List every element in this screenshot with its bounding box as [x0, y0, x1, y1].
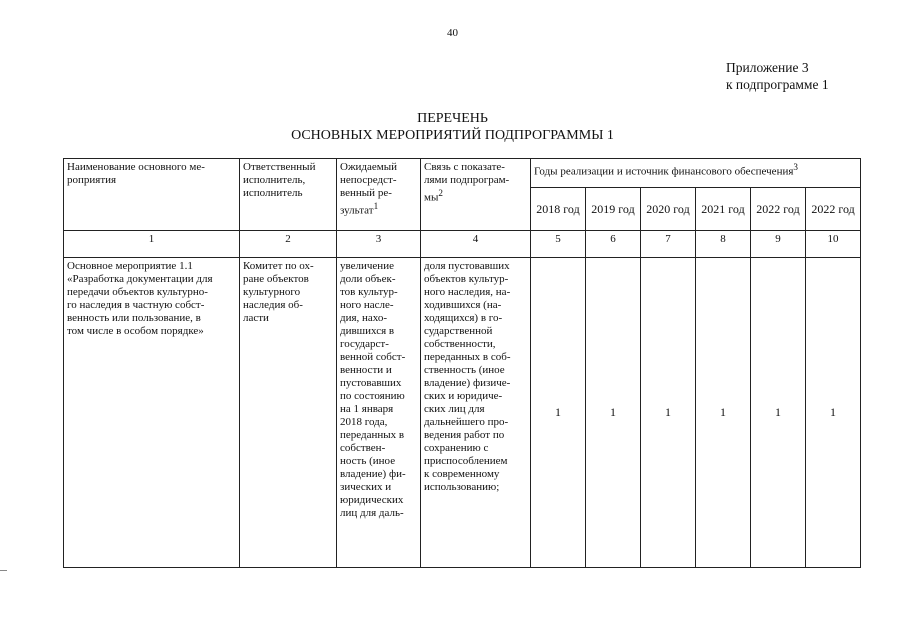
- header-year: 2018 год: [531, 188, 586, 231]
- cell-line: переданных в: [340, 429, 405, 441]
- cell-line: венной собст-: [340, 351, 406, 363]
- table-row: [64, 258, 861, 568]
- cell-line: «Разработка документации для: [67, 273, 213, 285]
- cell-line: владение) физиче-: [424, 377, 511, 389]
- cell-line: объектов культур-: [424, 273, 509, 285]
- header-name: [64, 159, 240, 231]
- column-number: 1: [64, 231, 240, 258]
- cell-value: 1: [751, 258, 806, 568]
- header-executor: [240, 159, 337, 231]
- header-year: 2022 год: [751, 188, 806, 231]
- cell-line: культурного: [243, 286, 301, 298]
- years-group-label: Годы реализации и источник финансового обеспечения: [534, 165, 794, 178]
- column-number: 3: [337, 231, 421, 258]
- cell-executor: [240, 258, 337, 568]
- cell-line: зических и: [340, 481, 392, 493]
- cell-link: [421, 258, 531, 568]
- cell-line: 2018 года,: [340, 416, 388, 428]
- cell-line: ходившихся (на-: [424, 299, 502, 311]
- cell-value: 1: [806, 258, 861, 568]
- cell-line: $мы^2$: [424, 188, 443, 204]
- cell-line: ходящихся) в го-: [424, 312, 503, 324]
- footnote-mark: 1: [373, 201, 379, 211]
- cell-result: [337, 258, 421, 568]
- cell-line: переданных в соб-: [424, 351, 511, 363]
- cell-line: го наследия в частную собст-: [67, 299, 205, 311]
- cell-line: приспособлением: [424, 455, 508, 467]
- column-number: 5: [531, 231, 586, 258]
- cell-line: наследия об-: [243, 299, 303, 311]
- cell-line: ране объектов: [243, 273, 309, 285]
- header-link: [421, 159, 531, 231]
- cell-line: ного наследия, на-: [424, 286, 511, 298]
- cell-line: Наименование основного ме-: [67, 161, 205, 173]
- cell-line: венности и: [340, 364, 392, 376]
- header-year: 2019 год: [586, 188, 641, 231]
- cell-line: доли объек-: [340, 273, 396, 285]
- cell-line: непосредст-: [340, 174, 397, 186]
- column-number: 7: [641, 231, 696, 258]
- cell-line: том числе в особом порядке»: [67, 325, 204, 337]
- cell-line: Связь с показате-: [424, 161, 505, 173]
- cell-line: исполнитель: [243, 187, 303, 199]
- cell-line: на 1 января: [340, 403, 394, 415]
- cell-line: увеличение: [340, 260, 394, 272]
- cell-line: сохранению с: [424, 442, 489, 454]
- cell-value: 1: [696, 258, 751, 568]
- appendix-label: [726, 59, 829, 93]
- column-number: 6: [586, 231, 641, 258]
- cell-line: лями подпрограм-: [424, 174, 510, 186]
- cell-line: Основное мероприятие 1.1: [67, 260, 193, 272]
- footnote-mark: 2: [438, 188, 443, 198]
- title-line-1: ПЕРЕЧЕНЬ: [417, 111, 488, 126]
- cell-line: ских лиц для: [424, 403, 485, 415]
- document-title: [0, 110, 905, 144]
- cell-value: 1: [586, 258, 641, 568]
- cell-line: к современному: [424, 468, 500, 480]
- cell-line: роприятия: [67, 174, 117, 186]
- title-line-2: ОСНОВНЫХ МЕРОПРИЯТИЙ ПОДПРОГРАММЫ 1: [291, 128, 614, 143]
- activities-table: [63, 158, 861, 568]
- header-year: 2022 год: [806, 188, 861, 231]
- cell-line: ласти: [243, 312, 269, 324]
- cell-line: Комитет по ох-: [243, 260, 314, 272]
- cell-line: собствен-: [340, 442, 386, 454]
- header-row: [64, 159, 861, 188]
- cell-line: сударственной: [424, 325, 493, 337]
- cell-line: венность или пользование, в: [67, 312, 201, 324]
- cell-line: дившихся в: [340, 325, 395, 337]
- cell-line: тов культур-: [340, 286, 398, 298]
- cell-line: собственности,: [424, 338, 496, 350]
- appendix-line-1: Приложение 3: [726, 60, 809, 75]
- cell-line: венный ре-: [340, 187, 392, 199]
- cell-line: зультат$^1$: [340, 201, 379, 217]
- cell-line: использованию;: [424, 481, 500, 493]
- header-result: [337, 159, 421, 231]
- appendix-line-2: к подпрограмме 1: [726, 77, 829, 92]
- cell-line: ведения работ по: [424, 429, 505, 441]
- column-number: 4: [421, 231, 531, 258]
- header-year: 2020 год: [641, 188, 696, 231]
- cell-value: 1: [641, 258, 696, 568]
- header-year: 2021 год: [696, 188, 751, 231]
- column-number: 2: [240, 231, 337, 258]
- column-number: 8: [696, 231, 751, 258]
- header-years-group: [531, 159, 861, 188]
- cell-line: Ожидаемый: [340, 161, 398, 173]
- cell-name: [64, 258, 240, 568]
- cell-line: юридических: [340, 494, 404, 506]
- column-number: 10: [806, 231, 861, 258]
- column-numbers-row: [64, 231, 861, 258]
- cell-line: Ответственный: [243, 161, 316, 173]
- cell-line: государст-: [340, 338, 389, 350]
- cell-line: передачи объектов культурно-: [67, 286, 208, 298]
- cell-line: дия, нахо-: [340, 312, 388, 324]
- cell-line: лиц для даль-: [340, 507, 404, 519]
- cell-line: дальнейшего про-: [424, 416, 509, 428]
- cell-value: 1: [531, 258, 586, 568]
- cell-line: пустовавших: [340, 377, 402, 389]
- margin-mark: [0, 570, 7, 571]
- cell-line: ность (иное: [340, 455, 396, 467]
- cell-line: ственность (иное: [424, 364, 505, 376]
- cell-line: ного насле-: [340, 299, 394, 311]
- cell-line: исполнитель,: [243, 174, 306, 186]
- cell-line: по состоянию: [340, 390, 405, 402]
- cell-line: доля пустовавших: [424, 260, 510, 272]
- cell-line: ских и юридиче-: [424, 390, 503, 402]
- cell-line: владение) фи-: [340, 468, 406, 480]
- column-number: 9: [751, 231, 806, 258]
- page-number: 40: [447, 27, 458, 39]
- years-group-footnote: 3: [793, 162, 798, 172]
